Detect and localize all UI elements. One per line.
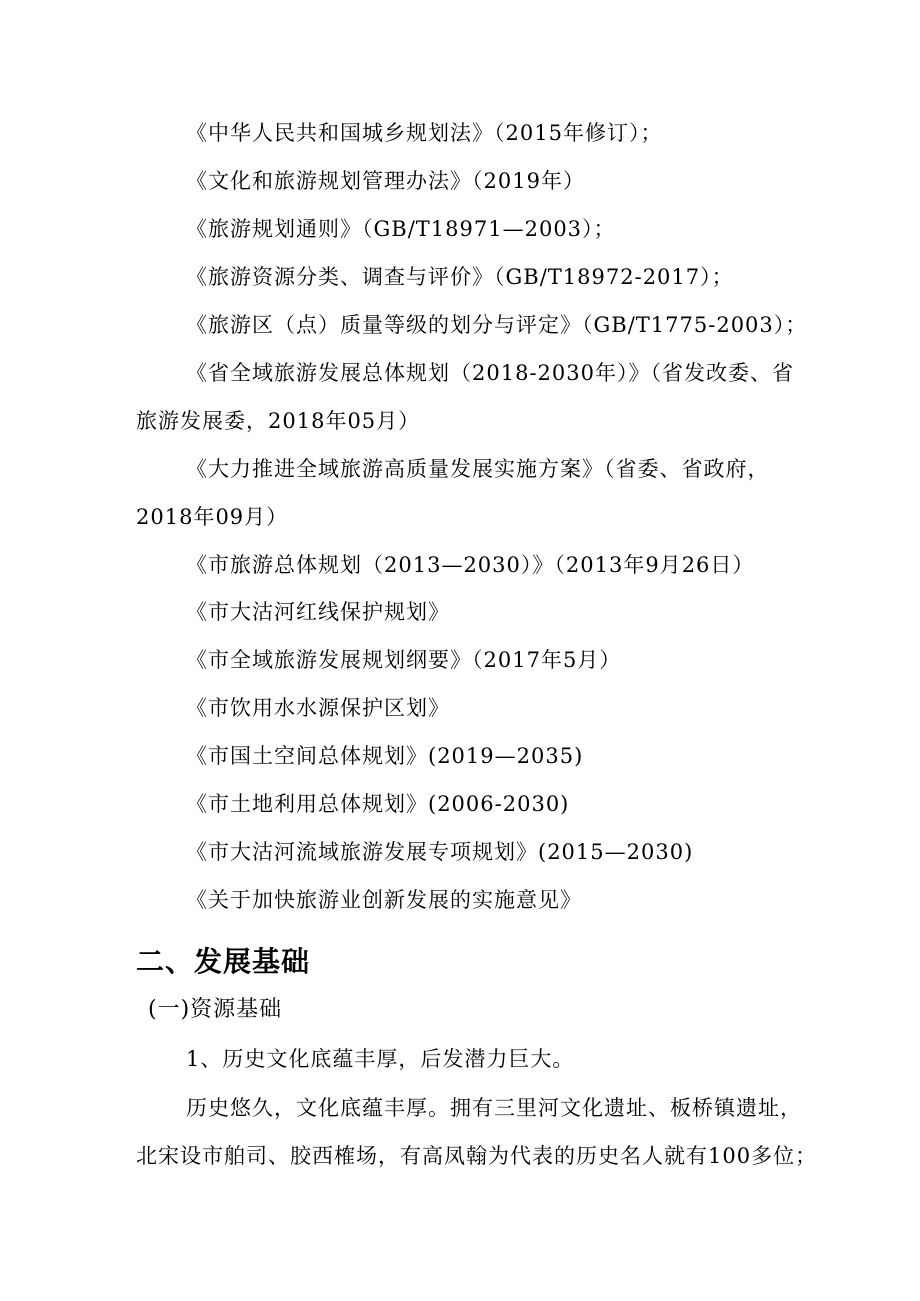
reference-line: 《旅游规划通则》（GB/T18971—2003）； xyxy=(186,217,616,241)
reference-line: 《旅游资源分类、调查与评价》（GB/T18972-2017）； xyxy=(186,265,734,289)
reference-line: 《市全域旅游发展规划纲要》（2017年5月） xyxy=(186,648,622,672)
reference-line: 《市饮用水水源保护区划》 xyxy=(186,696,450,720)
body-paragraph-line: 北宋设市舶司、胶西榷场，有高凤翰为代表的历史名人就有100多位； xyxy=(136,1144,818,1168)
body-paragraph-line: 历史悠久，文化底蕴丰厚。拥有三里河文化遗址、板桥镇遗址， xyxy=(186,1096,802,1120)
reference-line-continued: 旅游发展委，2018年05月） xyxy=(136,409,421,433)
item-heading: 1、历史文化底蕴丰厚，后发潜力巨大。 xyxy=(186,1047,575,1071)
reference-line: 《旅游区（点）质量等级的划分与评定》（GB/T1775-2003）； xyxy=(186,313,808,337)
reference-line: 《文化和旅游规划管理办法》（2019年） xyxy=(186,169,585,193)
reference-line: 《关于加快旅游业创新发展的实施意见》 xyxy=(186,888,582,912)
subsection-heading: (一)资源基础 xyxy=(148,997,283,1022)
reference-line: 《大力推进全域旅游高质量发展实施方案》（省委、省政府， xyxy=(186,457,770,481)
reference-line: 《市旅游总体规划（2013—2030）》（2013年9月26日） xyxy=(186,553,755,577)
reference-line: 《市大沽河红线保护规划》 xyxy=(186,600,450,624)
reference-line: 《省全域旅游发展总体规划（2018-2030年）》（省发改委、省 xyxy=(186,361,794,385)
reference-line: 《市大沽河流域旅游发展专项规划》(2015—2030) xyxy=(186,840,694,864)
reference-line: 《中华人民共和国城乡规划法》（2015年修订）； xyxy=(186,121,663,145)
reference-line: 《市国土空间总体规划》(2019—2035) xyxy=(186,744,584,768)
reference-line-continued: 2018年09月） xyxy=(136,505,289,529)
reference-line: 《市土地利用总体规划》(2006-2030) xyxy=(186,792,570,816)
section-heading: 二、发展基础 xyxy=(136,945,311,978)
